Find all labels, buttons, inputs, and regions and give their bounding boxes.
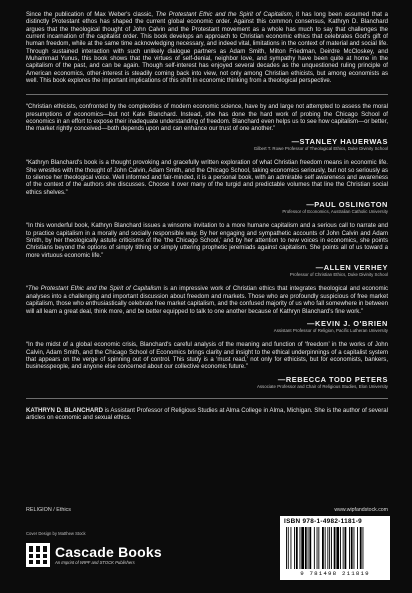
endorsement-text: “Christian ethicists, confronted by the complexities of modern economic science, have by and large not attempted to assess the moral presumptions of economics—but not Kate Blanchard. Instead, she has done the hard work of probing the Chicago School of economics in an effort to expose their inadequate understanding of freedom. Blanchard even helps us to see how capitalism—or better, the market rightly conceived—both depends upon and can enhance our trust of one another.”	[26, 104, 388, 133]
endorser-title: Associate Professor and Chair of Religious Studies, Elon University	[256, 383, 388, 389]
endorser-name: —ALLEN VERHEY	[315, 263, 388, 273]
barcode-bar	[294, 527, 295, 569]
endorser-name: —STANLEY HAUERWAS	[291, 136, 388, 146]
author-bio: KATHRYN D. BLANCHARD is Assistant Professor of Religious Studies at Alma College in Alma, Michigan. She is the author of several articles on economic and sexual ethics.	[26, 408, 388, 422]
back-cover-text	[26, 12, 388, 423]
barcode-bar	[351, 527, 353, 569]
endorsement-obrien	[26, 286, 388, 333]
barcode-bar	[314, 527, 315, 569]
barcode-bar	[363, 527, 364, 569]
barcode-bar	[345, 527, 347, 569]
cascade-logo-icon	[26, 543, 50, 567]
category-label: RELIGION / Ethics	[26, 507, 71, 513]
barcode-bar	[317, 527, 318, 569]
barcode-bar	[322, 527, 324, 569]
endorser-title: Professor of Christian Ethics, Duke Divinity School	[289, 272, 388, 278]
divider	[26, 398, 388, 399]
endorsement-peters	[26, 342, 388, 389]
barcode-bars	[286, 527, 384, 569]
isbn-text: ISBN 978-1-4982-1181-9	[284, 518, 363, 525]
publisher-url: www.wipfandstock.com	[334, 507, 388, 513]
divider	[26, 94, 388, 95]
barcode-bar	[329, 527, 330, 569]
barcode-bar	[360, 527, 362, 569]
barcode-bar	[327, 527, 328, 569]
barcode-bar	[331, 527, 332, 569]
barcode-bar	[318, 527, 319, 569]
barcode-bar	[357, 527, 358, 569]
endorsement-text: “Kathryn Blanchard's book is a thought provoking and gracefully written exploration of what Christian freedom means in economic life. She wrestles with the thought of John Calvin, Adam Smith, and the Chicago School, taking economics seriously, but not so seriously as to silence her theological voice. Well informed and fair-minded, it is a personal book, with an admirable self awareness and awareness of the context of the authors she discusses. Choose it over many of the turgid and predictable volumes that line the Christian social ethics shelves.”	[26, 160, 388, 196]
barcode-bar	[291, 527, 292, 569]
endorsement-verhey	[26, 223, 388, 277]
barcode-bar	[286, 527, 287, 569]
publisher-tagline: An Imprint of WIPF and STOCK Publishers	[55, 559, 135, 565]
barcode-bar	[354, 527, 355, 569]
barcode-bar	[343, 527, 344, 569]
book-title-italic: The Protestant Ethic and the Spirit of Capitalism	[155, 12, 292, 18]
barcode-bar	[301, 527, 304, 569]
barcode-bar	[296, 527, 298, 569]
publisher-logo	[26, 541, 172, 569]
isbn-barcode	[280, 516, 390, 580]
barcode-digits: 9 781498 211819	[300, 570, 370, 577]
endorser-title: Gilbert T. Rowe Professor of Theological Ethics, Duke Divinity School	[253, 145, 388, 151]
endorser-title: Assistant Professor of Religion, Pacific Lutheran University	[273, 327, 388, 333]
endorser-title: Professor of Economics, Australian Catholic University	[282, 208, 388, 214]
endorser-name: —PAUL OSLINGTON	[306, 199, 388, 209]
barcode-bar	[336, 527, 339, 569]
cover-design-credit: Cover Design by Matthew Stock	[26, 531, 86, 536]
author-name: KATHRYN D. BLANCHARD	[26, 408, 103, 415]
book-title-italic: The Protestant Ethic and the Spirit of Capitalism	[28, 286, 162, 293]
endorsement-text: “The Protestant Ethic and the Spirit of Capitalism is an impressive work of Christian ethics that integrates theological and economic analyses into a challenging and important discussion about freedom and markets. Those who are profoundly suspicious of free market capitalism, those who enthusiastically celebrate free market capitalism, and the confused majority of us who fall somewhere in between will all learn a great deal, think more, and be better equipped to talk to one another because of Kathryn Blanchard's fine work.”	[26, 286, 389, 315]
description-paragraph: Since the publication of Max Weber's classic, The Protestant Ethic and the Spirit of Capitalism, it has long been assumed that a distinctly Protestant ethos has shaped the current global economic order. Against this common consensus, Kathryn D. Blanchard argues that the theological thought of John Calvin and the Protestant movement as a whole has much to say that challenges the current incarnation of the capitalist order. This book develops an approach to Christian economic ethics that celebrates God's gift of human freedom, while at the same time acknowledging necessary, and indeed vital, limitations in the context of material and social life. Through sustained interaction with such unlikely dialogue partners as Adam Smith, Milton Friedman, Deirdre McCloskey, and Muhammad Yunus, this book shows that the virtues of self-denial, neighbor love, and sympathy have been quite at home in the capitalism of the past, and can be again. Though self-interest has enjoyed several decades as the unquestioned ruling principle of American economics, other-interest is steadily coming back into view, not only among Christian ethicists, but among economists as well. This book explores the important implications of this shift in economic thinking from a theological perspective.	[26, 12, 388, 85]
barcode-bar	[309, 527, 311, 569]
endorsement-text: “In this wonderful book, Kathryn Blanchard issues a winsome invitation to a more humane capitalism and a serious call to narrate and to practice capitalism in a morally and socially responsible way. By her engaging and sympathetic accounts of John Calvin and Adam Smith, by her theologically astute criticisms of the ‘the Chicago School,’ and by her attention to new voices in economics, she points Christians beyond the options of simply tithing or simply uttering prophetic jeremiads against capitalism. She points all of us toward a more virtuous economic life.”	[26, 223, 388, 259]
endorsement-oslington	[26, 160, 388, 214]
barcode-bar	[308, 527, 309, 569]
barcode-bar	[340, 527, 341, 569]
barcode-bar	[300, 527, 301, 569]
barcode-bar	[288, 527, 289, 569]
endorsement-hauerwas	[26, 104, 388, 151]
endorsement-text: “In the midst of a global economic crisis, Blanchard's careful analysis of the meaning and function of ‘freedom’ in the works of John Calvin, Adam Smith, and the Chicago School of Economics brings clarity and insight to the ethical underpinnings of a capitalist system that appears on the verge of spinning out of control. This study is a ‘must read,’ not only for ethicists, but for economists, bankers, businesspeople, and anyone else concerned about our collective economic future.”	[26, 342, 388, 371]
publisher-name: Cascade Books	[55, 543, 162, 560]
barcode-bar	[305, 527, 307, 569]
barcode-bar	[349, 527, 350, 569]
endorser-name: —REBECCA TODD PETERS	[277, 374, 388, 384]
barcode-bar	[325, 527, 326, 569]
barcode-bar	[334, 527, 336, 569]
endorser-name: —KEVIN J. O'BRIEN	[307, 318, 388, 328]
